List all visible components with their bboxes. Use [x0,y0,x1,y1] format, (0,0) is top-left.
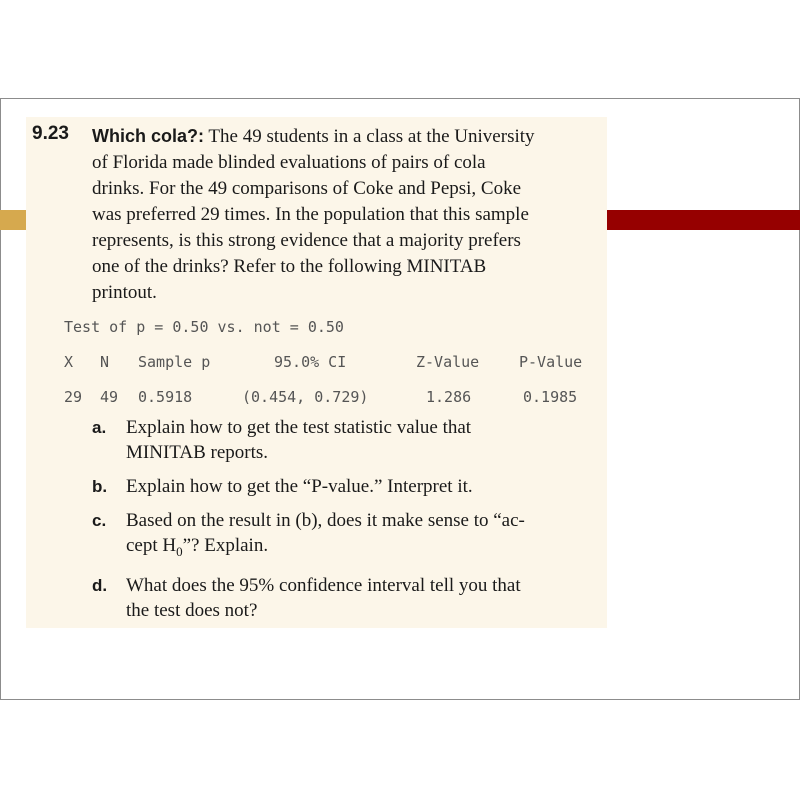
printout-value-n: 49 [100,388,119,406]
question-text-line: What does the 95% confidence interval tell you that [126,574,521,596]
printout-header-ci: 95.0% CI [274,353,347,371]
question-item-b [92,474,612,499]
printout-value-ci: (0.454, 0.729) [242,388,369,406]
h-subscript: 0 [176,543,183,559]
question-text-tail: ”? Explain. [182,535,269,556]
printout-value-p-value: 0.1985 [523,388,578,406]
printout-header-sample-p: Sample p [138,353,211,371]
question-text-line: Based on the result in (b), does it make sense to “ac- [126,510,525,531]
question-text-line: Explain how to get the test statistic value that [126,417,472,438]
question-letter: d. [92,575,108,595]
slide-accent-bar-right [606,210,800,230]
problem-text-line: one of the drinks? Refer to the following MINITAB [92,256,487,277]
question-item-a [92,415,612,465]
question-item-c [92,508,612,564]
question-list [92,415,612,632]
printout-value-x: 29 [64,388,83,406]
printout-value-sample-p: 0.5918 [138,388,193,406]
problem-card [26,117,607,628]
question-text-line: cept H [126,535,177,556]
problem-text-line: printout. [92,282,157,303]
problem-text-line: represents, is this strong evidence that a majority prefers [92,230,521,251]
problem-text-line: of Florida made blinded evaluations of pairs of cola [92,152,486,173]
printout-header-z-value: Z-Value [416,353,480,371]
problem-statement [92,123,612,306]
problem-title: Which cola?: [92,126,204,146]
problem-number: 9.23 [32,123,69,144]
problem-text-line: was preferred 29 times. In the population that this sample [92,204,529,225]
printout-header-n: N [100,353,110,371]
slide-accent-bar-left [0,210,26,230]
printout-test-line: Test of p = 0.50 vs. not = 0.50 [64,318,344,336]
printout-value-z-value: 1.286 [426,388,472,406]
question-item-d [92,573,612,623]
question-letter: a. [92,418,107,437]
printout-header-p-value: P-Value [519,353,583,371]
problem-text-line: The 49 students in a class at the University [208,126,535,147]
question-letter: c. [92,511,107,530]
question-letter: b. [92,477,108,496]
question-text-line: MINITAB reports. [126,442,269,463]
printout-header-x: X [64,353,74,371]
question-text-line: Explain how to get the “P-value.” Interpret it. [126,476,473,497]
problem-text-line: drinks. For the 49 comparisons of Coke and Pepsi, Coke [92,178,522,199]
question-text-line: the test does not? [126,599,258,621]
